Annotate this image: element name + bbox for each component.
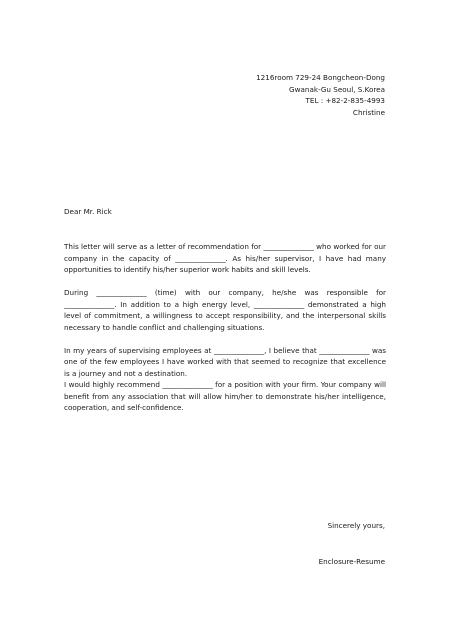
sender-address-line-2: Gwanak-Gu Seoul, S.Korea: [289, 84, 385, 94]
sender-phone: TEL : +82-2-835-4993: [305, 96, 385, 105]
closing: Sincerely yours,: [327, 521, 385, 530]
salutation: Dear Mr. Rick: [64, 207, 112, 216]
sender-name: Christine: [352, 107, 385, 117]
paragraph-assessment: In my years of supervising employees at ______________, I believe that ______________ was one of the few employees I have worked with that seemed to recognize that excellence is a journey and not a destination.: [64, 345, 386, 378]
paragraph-recommendation: I would highly recommend ______________ for a position with your firm. Your company will benefit from any association that will allow him/her to demonstrate his/her intelligence, cooperation, and self-confidence.: [64, 380, 386, 412]
letter-body: [64, 241, 386, 425]
sender-address-block: [256, 72, 385, 118]
enclosure-note: Enclosure-Resume: [318, 557, 385, 566]
paragraph-intro: This letter will serve as a letter of recommendation for ______________ who worked for our company in the capacity of ______________. As his/her supervisor, I have had many opportunities to identify his/her superior work habits and skill levels.: [64, 242, 386, 274]
paragraph-responsibilities: During ______________ (time) with our company, he/she was responsible for ______________. In addition to a high energy level, ______________ demonstrated a high level of commitment, a willingness to accept responsibility, and the interpersonal skills necessary to handle conflict and challenging situations.: [64, 288, 386, 332]
sender-address-line-1: 1216room 729-24 Bongcheon-Dong: [256, 73, 385, 82]
